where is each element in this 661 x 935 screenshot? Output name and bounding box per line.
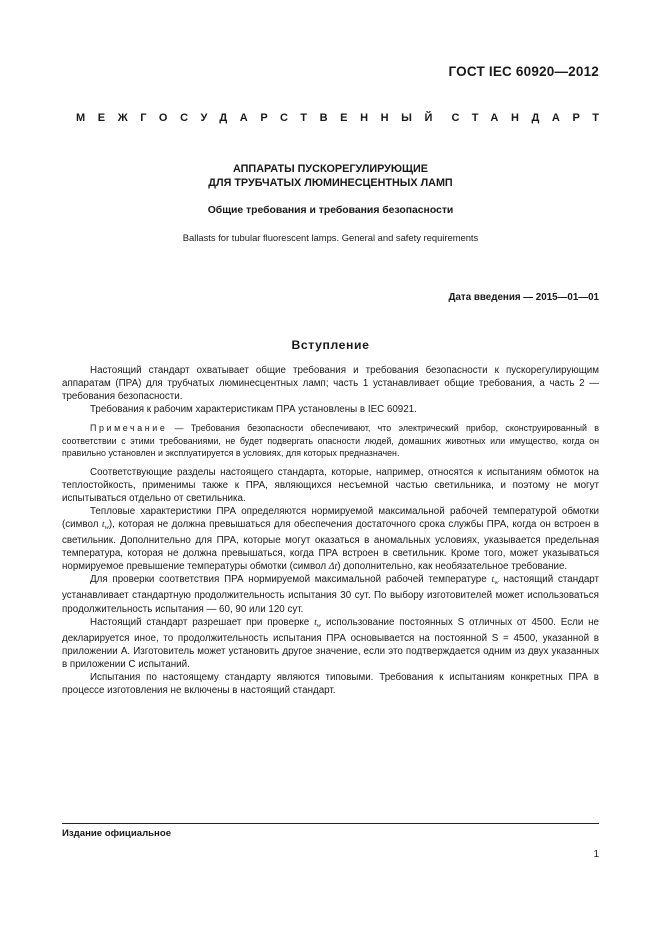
symbol-delta-t: Δt [328,561,338,573]
document-title-line2: ДЛЯ ТРУБЧАТЫХ ЛЮМИНЕСЦЕНТНЫХ ЛАМП [208,177,453,189]
paragraph-6 [62,616,599,671]
paragraph-4-text-c: ) дополнительно, как необязательное требование. [337,561,568,573]
paragraph-1: Настоящий стандарт охватывает общие требования и требования безопасности к пускорегулирующим аппаратам (ПРА) для трубчатых люминесцентных ламп; часть 1 устанавливает общие требования, а часть 2 — требования безопасности. [62,365,599,403]
paragraph-2: Требования к рабочим характеристикам ПРА установлены в IEC 60921. [90,404,417,416]
document-subtitle: Общие требования и требования безопасности [207,205,454,216]
introduction-date: Дата введения — 2015—01—01 [448,292,599,303]
paragraph-7: Испытания по настоящему стандарту являются типовыми. Требования к испытаниям конкретных ПРА в процессе изготовления не включены в настоящий стандарт. [62,672,599,697]
symbol-t: t [314,616,317,628]
interstate-label: МЕЖГОСУДАРСТВЕННЫЙ [76,112,446,124]
symbol-t: t [491,574,495,586]
document-title-line1: АППАРАТЫ ПУСКОРЕГУЛИРУЮЩИЕ [233,163,428,175]
paragraph-6-text-b: использование постоянных S отличных от 4500. Если не декларируется иное, то продолжительность испытания ПРА основывается на постоянной S = 4500, указанной в приложении А. Изготовитель может установить другое значение, если это подтверждается одним из двух указанных в приложении С испытаний. [62,616,600,670]
note-label: Примечание [90,423,168,434]
symbol-t: t [101,518,105,530]
standard-label: СТАНДАРТ [451,112,612,124]
english-title: Ballasts for tubular fluorescent lamps. General and safety requirements [182,232,479,243]
symbol-subscript: w [316,621,322,629]
symbol-subscript: w [494,579,499,587]
footer-divider [62,823,599,824]
paragraph-5 [62,573,599,615]
symbol-subscript: w [104,523,109,531]
paragraph-4-text-a: Тепловые характеристики ПРА определяются нормируемой максимальной рабочей температурой обмотки (символ [62,505,599,530]
body-text [62,364,599,697]
page-number: 1 [593,849,599,860]
paragraph-5-text-a: Для проверки соответствия ПРА нормируемой максимальной рабочей температуре [90,574,492,586]
paragraph-4 [62,505,599,573]
edition-label: Издание официальное [62,828,172,839]
paragraph-3: Соответствующие разделы настоящего стандарта, которые, например, относятся к испытаниям обмоток на теплостойкость, применимы также к ПРА, являющихся несъемной частью светильника, и поэтому не могут испытываться отдельно от светильника. [62,466,599,504]
note-text: — Требования безопасности обеспечивают, что электрический прибор, сконструированный в соответствии с этими требованиями, не будет подвергать опасности людей, домашних животных или имущество, когда он правильно установлен и эксплуатируется в условиях, для которых предназначен. [62,423,599,459]
standard-number: ГОСТ IEC 60920—2012 [448,64,599,79]
paragraph-4-text-b: ), которая не должна превышаться для обеспечения достаточного срока службы ПРА, когда он встроен в светильник. Дополнительно для ПРА, которые могут оказаться в аномальных условиях, указывается предельная температура, которая не должна превышаться, когда ПРА встроен в светильник. Кроме того, может указываться нормируемое превышение температуры обмотки (символ [62,518,599,573]
paragraph-6-text-a: Настоящий стандарт разрешает при проверке [90,616,315,628]
section-heading: Вступление [291,338,370,352]
note [62,422,599,459]
paragraph-5-text-b: настоящий стандарт устанавливает стандартную продолжительность испытания 30 сут. По выбору изготовителей может использоваться продолжительность испытания — 60, 90 или 120 сут. [62,574,600,615]
